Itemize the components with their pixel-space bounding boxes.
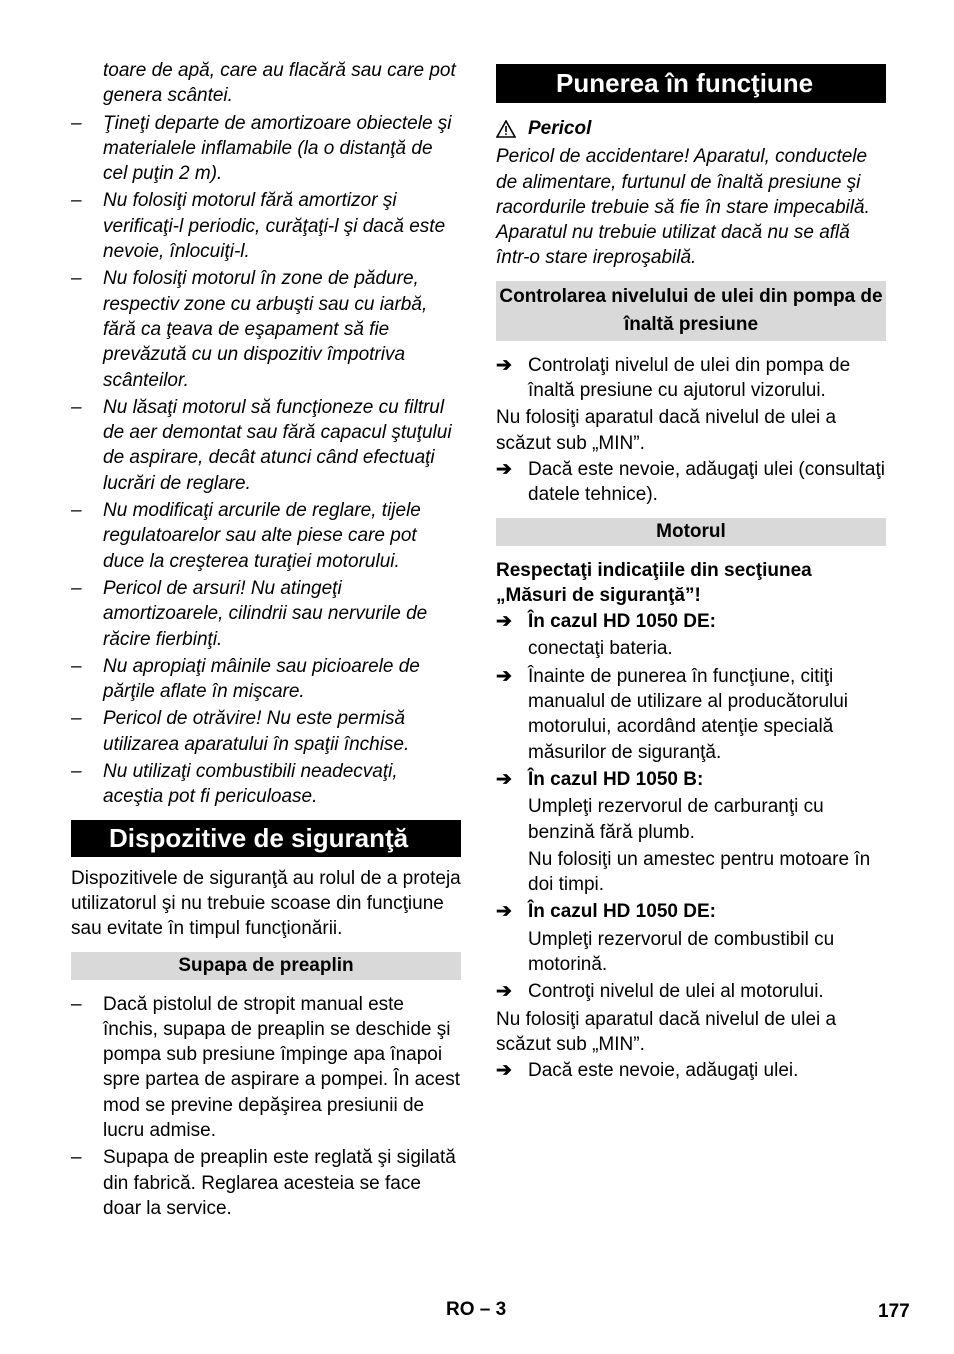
instruction-step: ➔ Controţi nivelul de ulei al motorului. bbox=[496, 979, 886, 1004]
arrow-right-icon: ➔ bbox=[496, 901, 512, 923]
safety-devices-heading: Dispozitive de siguranţă bbox=[71, 820, 461, 857]
instruction-step: ➔ În cazul HD 1050 DE: bbox=[496, 609, 886, 634]
list-item: – Pericol de otrăvire! Nu este permisă utilizarea aparatului în spaţii închise. bbox=[71, 708, 410, 755]
list-item: – Nu apropiaţi mâinile sau picioarele de părţile aflate în mişcare. bbox=[71, 655, 420, 703]
list-item: – Nu lăsaţi motorul să funcţioneze cu filtrul de aer demontat sau fără capacul ştuţului de aspirare, decât atunci când efectuaţi lucrări de reglare. bbox=[71, 396, 452, 494]
warning-triangle-icon bbox=[496, 120, 516, 138]
list-item: – Nu utilizaţi combustibili neadecvaţi, aceştia pot fi periculoase. bbox=[71, 761, 398, 808]
overflow-valve-list bbox=[71, 992, 461, 1222]
instruction-step: ➔ Dacă este nevoie, adăugaţi ulei. bbox=[496, 1058, 886, 1083]
motor-intro: Respectaţi indicaţiile din secţiunea „Măsuri de siguranţă”! bbox=[496, 559, 812, 606]
arrow-right-icon: ➔ bbox=[496, 458, 512, 480]
danger-label: Pericol bbox=[496, 116, 886, 141]
safety-devices-text: Dispozitivele de siguranţă au rolul de a proteja utilizatorul şi nu trebuie scoase din funcţiune sau evitate în timpul funcţionării. bbox=[71, 867, 461, 940]
list-item: toare de apă, care au flacără sau care pot genera scântei. bbox=[103, 60, 456, 107]
list-item: – Ţineţi departe de amortizoare obiectele şi materialele inflamabile (la o distanţă de cel puţin 2 m). bbox=[71, 112, 452, 185]
motor-heading: Motorul bbox=[496, 518, 886, 546]
arrow-right-icon: ➔ bbox=[496, 768, 512, 790]
instruction-step: ➔ Controlaţi nivelul de ulei din pompa de înaltă presiune cu ajutorul vizorului. bbox=[496, 354, 851, 402]
arrow-right-icon: ➔ bbox=[496, 354, 512, 376]
step-detail: conectaţi bateria. bbox=[528, 638, 673, 660]
step-detail: Nu folosiţi un amestec pentru motoare în doi timpi. bbox=[528, 848, 871, 896]
oil-note: Nu folosiţi aparatul dacă nivelul de ulei a scăzut sub „MIN”. bbox=[496, 407, 837, 454]
list-item: – Nu folosiţi motorul fără amortizor şi verificaţi-l periodic, curăţaţi-l şi dacă este nevoie, înlocuiţi-l. bbox=[71, 190, 446, 263]
arrow-right-icon: ➔ bbox=[496, 665, 512, 687]
step-detail: Umpleţi rezervorul de combustibil cu motorină. bbox=[528, 928, 835, 976]
engine-safety-list bbox=[71, 58, 461, 810]
list-item: – Nu modificaţi arcurile de reglare, tijele regulatoarelor sau alte piese care pot duce la creşterea turaţiei motorului. bbox=[71, 500, 421, 572]
arrow-right-icon: ➔ bbox=[496, 1060, 512, 1082]
startup-heading: Punerea în funcţiune bbox=[496, 64, 886, 103]
instruction-step: ➔ Dacă este nevoie, adăugaţi ulei (consultaţi datele tehnice). bbox=[496, 458, 886, 506]
left-column bbox=[71, 58, 461, 1223]
list-item: – Dacă pistolul de stropit manual este închis, supapa de preaplin se deschide şi pompa sub presiune împinge apa înapoi spre partea de aspirare a pompei. În acest mod se previne depăşirea presiunii de lucru admise. bbox=[71, 993, 460, 1141]
step-detail: Umpleţi rezervorul de carburanţi cu benzină fără plumb. bbox=[528, 796, 824, 843]
page-number: 177 bbox=[878, 1301, 910, 1322]
right-column bbox=[496, 64, 886, 1086]
arrow-right-icon: ➔ bbox=[496, 611, 512, 633]
list-item: – Supapa de preaplin este reglată şi sigilată din fabrică. Reglarea acesteia se face doar la service. bbox=[71, 1147, 456, 1219]
overflow-valve-heading: Supapa de preaplin bbox=[71, 952, 461, 980]
instruction-step: ➔ În cazul HD 1050 B: bbox=[496, 767, 886, 792]
motor-oil-note: Nu folosiţi aparatul dacă nivelul de ulei a scăzut sub „MIN”. bbox=[496, 1008, 837, 1055]
list-item: – Pericol de arsuri! Nu atingeţi amortizoarele, cilindrii sau nervurile de răcire fierbinţi. bbox=[71, 577, 428, 650]
danger-text: Pericol de accidentare! Aparatul, conductele de alimentare, furtunul de înaltă presiune şi racordurile trebuie să fie în stare impecabilă. Aparatul nu trebuie utilizat dacă nu se află într-o stare ireproşabilă. bbox=[496, 146, 870, 269]
instruction-step: ➔ Înainte de punerea în funcţiune, citiţi manualul de utilizare al producătorului motorului, acordând atenţie specială măsurilor de siguranţă. bbox=[496, 665, 849, 763]
instruction-step: ➔ În cazul HD 1050 DE: bbox=[496, 899, 886, 924]
footer-section-label: RO – 3 bbox=[446, 1299, 507, 1320]
list-item: – Nu folosiţi motorul în zone de pădure, respectiv zone cu arbuşti sau cu iarbă, fără ca ţeava de eşapament să fie prevăzută cu un dispozitiv împotriva scânteilor. bbox=[71, 268, 428, 391]
arrow-right-icon: ➔ bbox=[496, 981, 512, 1003]
oil-level-heading: Controlarea nivelului de ulei din pompa de înaltă presiune bbox=[496, 281, 886, 341]
